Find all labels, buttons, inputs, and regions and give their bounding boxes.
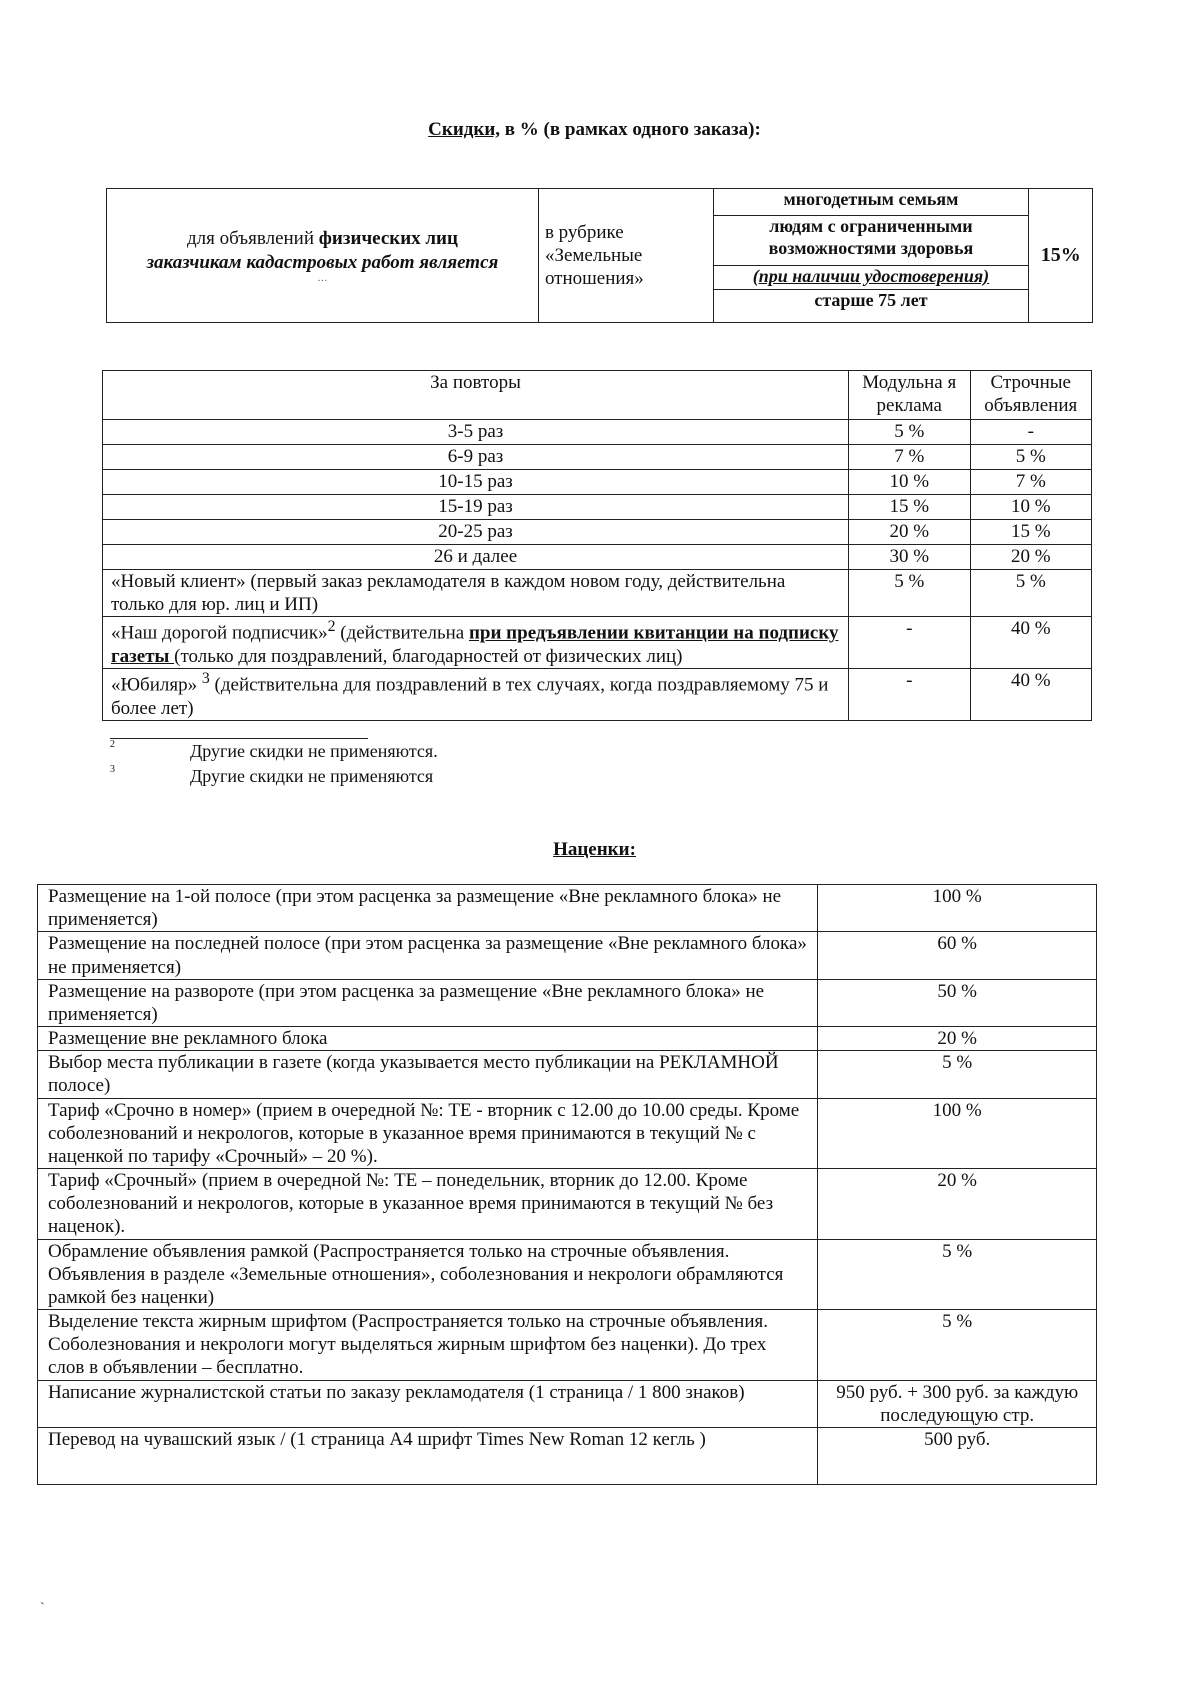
repeats-row-modular: 10 % [849,470,970,495]
footnote-text: Другие скидки не применяются. [190,741,438,761]
markups-table [37,884,1097,1485]
table-row [38,1098,1097,1169]
repeats-row-line: - [970,420,1092,445]
table-row [38,1310,1097,1381]
repeats-row-label: 3-5 раз [103,420,849,445]
footnote-number: 2 [110,739,115,750]
footnote-3 [110,764,434,788]
repeats-table [102,370,1092,721]
discounts-title-rest: в % (в рамках одного заказа): [500,119,761,140]
special-discount-table [106,188,1093,323]
repeats-row-label: 10-15 раз [103,470,849,495]
jubilee-line: 40 % [970,669,1092,721]
table-row [38,1169,1097,1240]
table-row [103,495,1092,520]
markup-value: 20 % [818,1027,1097,1051]
subscriber-part2: (действительна [335,622,469,644]
subscriber-modular: - [849,617,970,669]
table-row [38,1427,1097,1484]
subscriber-line: 40 % [970,617,1092,669]
subscriber-bold: при предъявлении квитанции на подписку газеты [111,622,839,667]
subscriber-sup: 2 [327,618,336,636]
markup-label: Размещение вне рекламного блока [38,1027,818,1051]
repeats-header-modular: Модульна я реклама [849,371,970,420]
markup-value: 5 % [818,1239,1097,1310]
special-category-1: людям с ограниченными возможностями здоровья [713,216,1029,266]
markup-label: Обрамление объявления рамкой (Распространяется только на строчные объявления. Объявления в разделе «Земельные отношения», соболезнования и некрологи обрамляются рамкой без наценки) [38,1239,818,1310]
markup-label: Выделение текста жирным шрифтом (Распространяется только на строчные объявления. Соболезнования и некрологи могут выделяться жирным шрифтом без наценки). До трех слов в объявлении – бесплатно. [38,1310,818,1381]
table-row [38,1051,1097,1098]
markup-label: Тариф «Срочный» (прием в очередной №: ТЕ – понедельник, вторник до 12.00. Кроме соболезнований и некрологов, которые в указанное время принимаются в текущий № без наценок). [38,1169,818,1240]
special-value: 15% [1029,189,1093,323]
special-category-3: старше 75 лет [713,289,1029,322]
footnote-divider [110,738,368,739]
new-client-text: «Новый клиент» (первый заказ рекламодателя в каждом новом году, действительна только для юр. лиц и ИП) [103,570,849,617]
repeats-row-modular: 5 % [849,420,970,445]
repeats-header-line: Строчные объявления [970,371,1092,420]
special-lead-cell [107,189,539,323]
table-row [38,979,1097,1026]
repeats-row-line: 7 % [970,470,1092,495]
repeats-header-label: За повторы [103,371,849,420]
jubilee-part1: «Юбиляр» [111,674,202,696]
jubilee-part2: (действительна для поздравлений в тех случаях, когда поздравляемому 75 и более лет) [111,674,829,719]
new-client-modular: 5 % [849,570,970,617]
repeats-row-modular: 30 % [849,545,970,570]
markup-value: 100 % [818,885,1097,932]
jubilee-sup: 3 [201,670,210,688]
markup-label: Написание журналистской статьи по заказу рекламодателя (1 страница / 1 800 знаков) [38,1380,818,1427]
markup-label: Тариф «Срочно в номер» (прием в очередной №: ТЕ - вторник с 12.00 до 10.00 среды. Кроме соболезнований и некрологов, которые в указанное время принимаются в текущий № с наценкой по тарифу «Срочный» – 20 %). [38,1098,818,1169]
table-row [38,1027,1097,1051]
special-lead-italic: заказчикам кадастровых работ является [146,251,499,273]
markup-value: 50 % [818,979,1097,1026]
table-row [103,617,1092,669]
markups-title: Наценки: [553,839,636,860]
repeats-row-line: 10 % [970,495,1092,520]
footnote-number: 3 [110,764,115,775]
markup-value: 500 руб. [818,1427,1097,1484]
corner-mark: ` [40,1601,45,1616]
special-category-2: (при наличии удостоверения) [713,265,1029,289]
table-row [38,885,1097,932]
discounts-title [0,118,1189,141]
table-row [103,520,1092,545]
markup-value: 950 руб. + 300 руб. за каждую последующую стр. [818,1380,1097,1427]
subscriber-text [103,617,849,669]
special-category-0: многодетным семьям [713,189,1029,216]
repeats-row-line: 5 % [970,445,1092,470]
table-row [38,1380,1097,1427]
table-row [103,470,1092,495]
markup-label: Перевод на чувашский язык / (1 страница А4 шрифт Times New Roman 12 кегль ) [38,1427,818,1484]
repeats-row-label: 20-25 раз [103,520,849,545]
markup-label: Размещение на 1-ой полосе (при этом расценка за размещение «Вне рекламного блока» не применяется) [38,885,818,932]
footnote-2 [110,739,438,763]
footnote-text: Другие скидки не применяются [190,766,434,786]
table-row [103,669,1092,721]
markup-value: 20 % [818,1169,1097,1240]
repeats-row-label: 15-19 раз [103,495,849,520]
jubilee-modular: - [849,669,970,721]
table-row [38,932,1097,979]
discounts-title-underlined: Скидки, [428,119,501,140]
repeats-row-modular: 7 % [849,445,970,470]
table-row [103,570,1092,617]
markup-label: Выбор места публикации в газете (когда указывается место публикации на РЕКЛАМНОЙ полосе) [38,1051,818,1098]
subscriber-part3: (только для поздравлений, благодарностей от физических лиц) [174,645,683,667]
markup-value: 60 % [818,932,1097,979]
table-row [103,545,1092,570]
repeats-row-line: 20 % [970,545,1092,570]
markup-value: 5 % [818,1310,1097,1381]
table-row [103,420,1092,445]
special-rubric: в рубрике «Земельные отношения» [538,189,713,323]
repeats-row-line: 15 % [970,520,1092,545]
special-lead-plain: для объявлений [186,228,319,250]
repeats-row-modular: 20 % [849,520,970,545]
repeats-row-label: 6-9 раз [103,445,849,470]
repeats-row-label: 26 и далее [103,545,849,570]
repeats-row-modular: 15 % [849,495,970,520]
new-client-line: 5 % [970,570,1092,617]
markup-label: Размещение на последней полосе (при этом расценка за размещение «Вне рекламного блока» не применяется) [38,932,818,979]
markup-value: 5 % [818,1051,1097,1098]
table-row [38,1239,1097,1310]
subscriber-part1: «Наш дорогой подписчик» [111,622,328,644]
markup-label: Размещение на развороте (при этом расценка за размещение «Вне рекламного блока» не применяется) [38,979,818,1026]
jubilee-text [103,669,849,721]
dots-mark: … [317,272,328,284]
table-row [103,445,1092,470]
special-lead-bold: физических лиц [318,228,458,250]
markup-value: 100 % [818,1098,1097,1169]
